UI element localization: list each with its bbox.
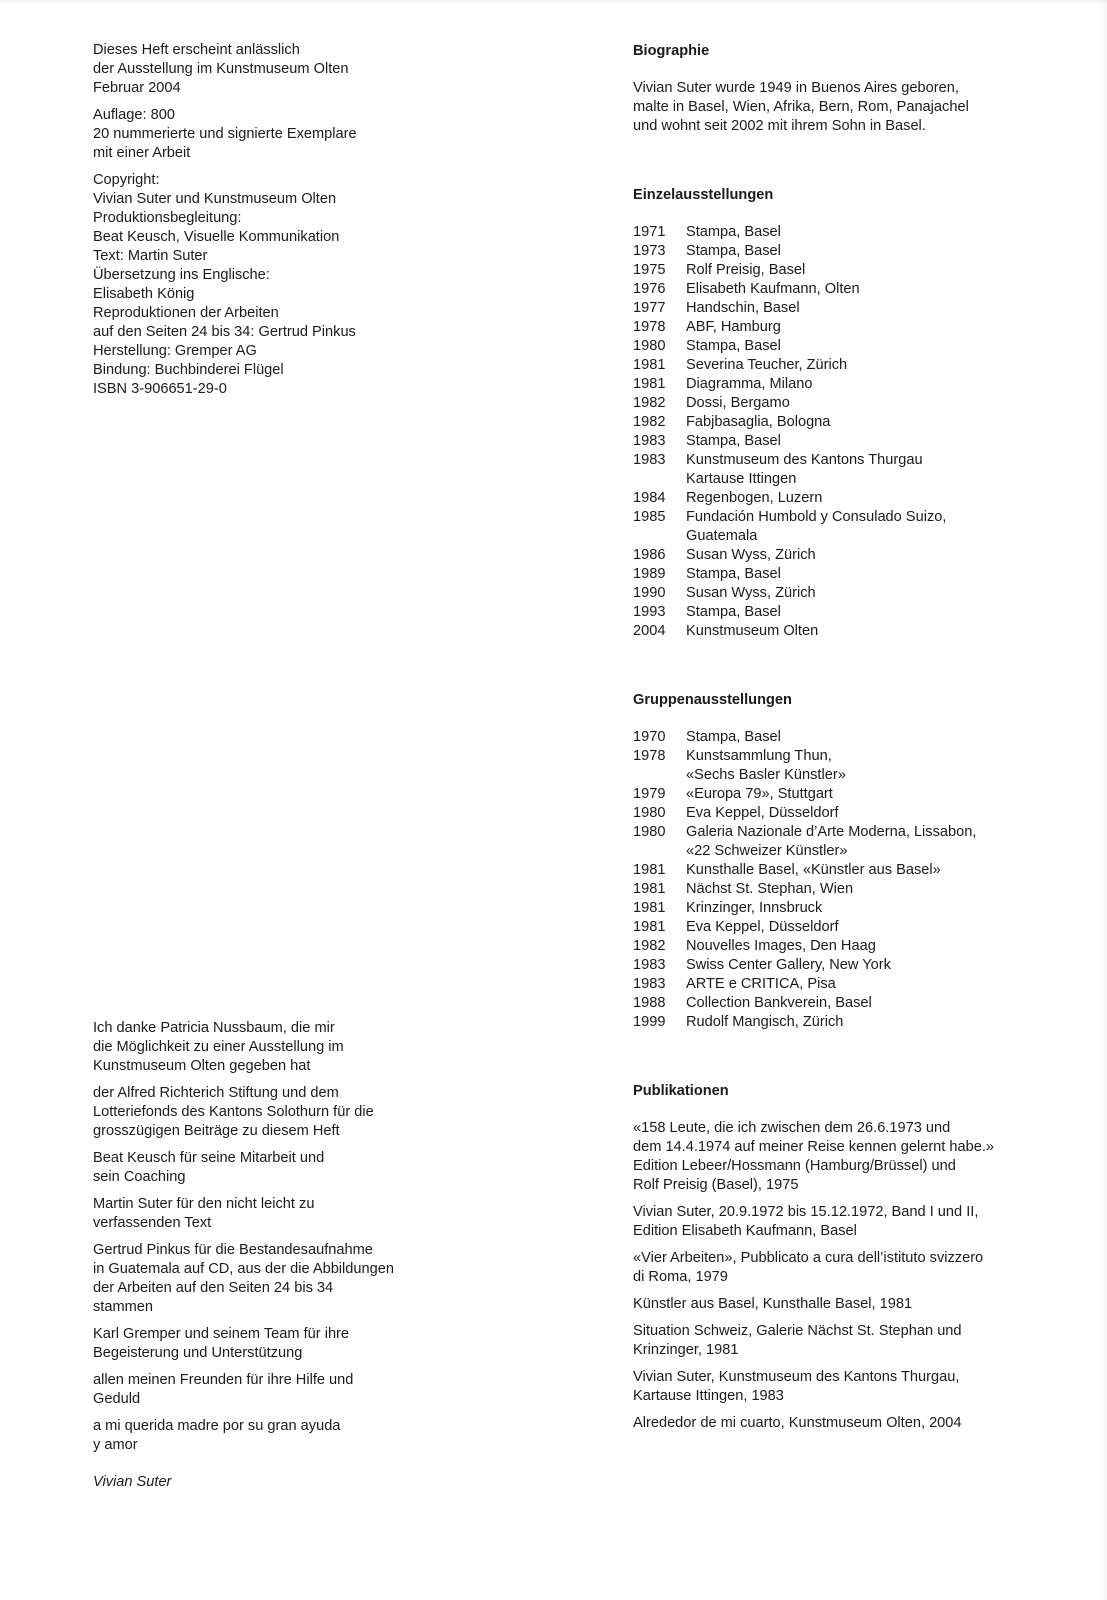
publication-line: Vivian Suter, 20.9.1972 bis 15.12.1972, Band I und II, <box>633 1204 979 1220</box>
exhibition-year: 1984 <box>633 490 666 506</box>
exhibition-year: 1993 <box>633 604 666 620</box>
colophon-line: Reproduktionen der Arbeiten <box>93 305 279 321</box>
exhibition-venue-line: ARTE e CRITICA, Pisa <box>686 976 836 992</box>
exhibition-row <box>633 432 1073 451</box>
colophon-line: Vivian Suter und Kunstmuseum Olten <box>93 191 337 207</box>
exhibition-venue-line: Kartause Ittingen <box>686 471 797 487</box>
colophon-line: der Ausstellung im Kunstmuseum Olten <box>93 61 349 77</box>
exhibition-venue-line: Galeria Nazionale d’Arte Moderna, Lissabon, <box>686 824 977 840</box>
thanks-line: grosszügigen Beiträge zu diesem Heft <box>93 1123 340 1139</box>
publication-line: Vivian Suter, Kunstmuseum des Kantons Thurgau, <box>633 1369 960 1385</box>
exhibition-venue <box>686 299 1073 318</box>
exhibition-venue <box>686 994 1073 1013</box>
exhibition-venue-line: «22 Schweizer Künstler» <box>686 843 848 859</box>
thanks-paragraph <box>93 1195 493 1233</box>
exhibition-year: 1980 <box>633 805 666 821</box>
colophon-line: Beat Keusch, Visuelle Kommunikation <box>93 229 340 245</box>
exhibition-venue <box>686 318 1073 337</box>
colophon-line: auf den Seiten 24 bis 34: Gertrud Pinkus <box>93 324 356 340</box>
exhibition-year: 1985 <box>633 509 666 525</box>
publication-entry <box>633 1368 1073 1406</box>
signature: Vivian Suter <box>93 1474 172 1490</box>
thanks-paragraph <box>93 1241 493 1317</box>
exhibition-venue <box>686 785 1073 804</box>
exhibition-row <box>633 823 1073 861</box>
publication-line: Rolf Preisig (Basel), 1975 <box>633 1177 799 1193</box>
thanks-paragraph <box>93 1417 493 1455</box>
exhibition-venue-line: Handschin, Basel <box>686 300 800 316</box>
gruppenausstellungen-list <box>633 728 1073 1032</box>
colophon-line: Dieses Heft erscheint anlässlich <box>93 42 300 58</box>
exhibition-venue-line: Fabjbasaglia, Bologna <box>686 414 831 430</box>
exhibition-row <box>633 1013 1073 1032</box>
thanks-line: in Guatemala auf CD, aus der die Abbildungen <box>93 1261 394 1277</box>
exhibition-year: 1981 <box>633 862 666 878</box>
exhibition-row <box>633 394 1073 413</box>
publication-entry <box>633 1249 1073 1287</box>
exhibition-venue <box>686 280 1073 299</box>
thanks-line: Karl Gremper und seinem Team für ihre <box>93 1326 350 1342</box>
exhibition-venue <box>686 242 1073 261</box>
exhibition-venue <box>686 261 1073 280</box>
biographie-text <box>633 79 1073 136</box>
exhibition-venue-line: Kunstsammlung Thun, <box>686 748 832 764</box>
exhibition-year: 1975 <box>633 262 666 278</box>
exhibition-venue-line: Susan Wyss, Zürich <box>686 585 816 601</box>
exhibition-year: 1979 <box>633 786 666 802</box>
exhibition-venue <box>686 861 1073 880</box>
colophon-line: Text: Martin Suter <box>93 248 208 264</box>
exhibition-venue-line: Stampa, Basel <box>686 566 781 582</box>
publication-line: dem 14.4.1974 auf meiner Reise kennen gelernt habe.» <box>633 1139 995 1155</box>
thanks-paragraph <box>93 1084 493 1141</box>
thanks-line: der Arbeiten auf den Seiten 24 bis 34 <box>93 1280 334 1296</box>
colophon-line: 20 nummerierte und signierte Exemplare <box>93 126 357 142</box>
exhibition-venue-line: Nächst St. Stephan, Wien <box>686 881 854 897</box>
exhibition-year: 1973 <box>633 243 666 259</box>
publication-line: Situation Schweiz, Galerie Nächst St. Stephan und <box>633 1323 962 1339</box>
exhibition-row <box>633 899 1073 918</box>
exhibition-venue <box>686 394 1073 413</box>
thanks-line: Gertrud Pinkus für die Bestandesaufnahme <box>93 1242 373 1258</box>
thanks-paragraph <box>93 1019 493 1076</box>
exhibition-row <box>633 994 1073 1013</box>
exhibition-venue-line: Collection Bankverein, Basel <box>686 995 872 1011</box>
thanks-line: Lotteriefonds des Kantons Solothurn für die <box>93 1104 374 1120</box>
thanks-line: Beat Keusch für seine Mitarbeit und <box>93 1150 325 1166</box>
publication-line: Künstler aus Basel, Kunsthalle Basel, 1981 <box>633 1296 913 1312</box>
exhibition-row <box>633 918 1073 937</box>
biographie-line: und wohnt seit 2002 mit ihrem Sohn in Basel. <box>633 118 926 134</box>
exhibition-year: 1983 <box>633 452 666 468</box>
exhibition-row <box>633 880 1073 899</box>
exhibition-year: 1976 <box>633 281 666 297</box>
exhibition-row <box>633 337 1073 356</box>
gruppenausstellungen-heading: Gruppenausstellungen <box>633 692 792 708</box>
publication-line: Edition Lebeer/Hossmann (Hamburg/Brüssel) und <box>633 1158 956 1174</box>
page-edge-shadow <box>1099 0 1107 1600</box>
einzelausstellungen-list <box>633 223 1073 641</box>
exhibition-venue <box>686 823 1073 861</box>
publication-entry <box>633 1295 1073 1314</box>
exhibition-venue-line: Eva Keppel, Düsseldorf <box>686 805 839 821</box>
exhibition-venue <box>686 223 1073 242</box>
exhibition-venue-line: Krinzinger, Innsbruck <box>686 900 823 916</box>
colophon-line: Februar 2004 <box>93 80 181 96</box>
exhibition-venue <box>686 1013 1073 1032</box>
exhibition-year: 1971 <box>633 224 666 240</box>
exhibition-row <box>633 280 1073 299</box>
exhibition-row <box>633 804 1073 823</box>
exhibition-venue <box>686 622 1073 641</box>
exhibition-year: 1982 <box>633 938 666 954</box>
exhibition-year: 1983 <box>633 433 666 449</box>
exhibition-venue <box>686 375 1073 394</box>
colophon-line: Übersetzung ins Englische: <box>93 267 270 283</box>
exhibition-row <box>633 261 1073 280</box>
colophon-line: Produktionsbegleitung: <box>93 210 242 226</box>
thanks-line: Geduld <box>93 1391 141 1407</box>
publication-line: di Roma, 1979 <box>633 1269 728 1285</box>
publication-entry <box>633 1119 1073 1195</box>
exhibition-venue-line: Regenbogen, Luzern <box>686 490 823 506</box>
acknowledgements <box>93 1019 493 1492</box>
colophon-line: Copyright: <box>93 172 160 188</box>
exhibition-venue <box>686 546 1073 565</box>
colophon-block <box>93 41 493 98</box>
publikationen-heading: Publikationen <box>633 1083 729 1099</box>
exhibition-row <box>633 242 1073 261</box>
exhibition-year: 1981 <box>633 900 666 916</box>
exhibition-venue <box>686 956 1073 975</box>
thanks-line: sein Coaching <box>93 1169 186 1185</box>
exhibition-row <box>633 546 1073 565</box>
thanks-paragraph <box>93 1371 493 1409</box>
exhibition-year: 1999 <box>633 1014 666 1030</box>
publication-line: Alrededor de mi cuarto, Kunstmuseum Olten, 2004 <box>633 1415 962 1431</box>
exhibition-row <box>633 584 1073 603</box>
thanks-line: y amor <box>93 1437 138 1453</box>
exhibition-year: 1982 <box>633 414 666 430</box>
thanks-paragraph <box>93 1325 493 1363</box>
thanks-line: stammen <box>93 1299 154 1315</box>
exhibition-venue <box>686 565 1073 584</box>
thanks-line: allen meinen Freunden für ihre Hilfe und <box>93 1372 354 1388</box>
exhibition-venue <box>686 356 1073 375</box>
thanks-line: Begeisterung und Unterstützung <box>93 1345 303 1361</box>
exhibition-venue <box>686 603 1073 622</box>
exhibition-year: 2004 <box>633 623 666 639</box>
colophon-block <box>93 106 493 163</box>
page-top-shadow <box>0 0 1107 4</box>
publication-line: Edition Elisabeth Kaufmann, Basel <box>633 1223 857 1239</box>
colophon-line: mit einer Arbeit <box>93 145 191 161</box>
exhibition-row <box>633 375 1073 394</box>
exhibition-venue-line: ABF, Hamburg <box>686 319 781 335</box>
colophon-line: Auflage: 800 <box>93 107 175 123</box>
thanks-line: Martin Suter für den nicht leicht zu <box>93 1196 315 1212</box>
exhibition-year: 1983 <box>633 957 666 973</box>
exhibition-year: 1981 <box>633 919 666 935</box>
exhibition-row <box>633 489 1073 508</box>
biographie-heading: Biographie <box>633 43 710 59</box>
exhibition-venue-line: Stampa, Basel <box>686 338 781 354</box>
exhibition-venue-line: Stampa, Basel <box>686 224 781 240</box>
publication-line: Krinzinger, 1981 <box>633 1342 739 1358</box>
exhibition-year: 1980 <box>633 338 666 354</box>
exhibition-year: 1988 <box>633 995 666 1011</box>
exhibition-row <box>633 975 1073 994</box>
exhibition-venue-line: Susan Wyss, Zürich <box>686 547 816 563</box>
thanks-line: Kunstmuseum Olten gegeben hat <box>93 1058 311 1074</box>
exhibition-year: 1981 <box>633 376 666 392</box>
exhibition-year: 1989 <box>633 566 666 582</box>
exhibition-venue <box>686 337 1073 356</box>
exhibition-venue <box>686 880 1073 899</box>
biographie-line: Vivian Suter wurde 1949 in Buenos Aires geboren, <box>633 80 959 96</box>
exhibition-venue <box>686 804 1073 823</box>
exhibition-row <box>633 728 1073 747</box>
thanks-line: der Alfred Richterich Stiftung und dem <box>93 1085 339 1101</box>
exhibition-row <box>633 937 1073 956</box>
right-column <box>633 42 1073 1441</box>
exhibition-row <box>633 747 1073 785</box>
exhibition-row <box>633 565 1073 584</box>
exhibition-row <box>633 785 1073 804</box>
colophon-line: ISBN 3-906651-29-0 <box>93 381 227 397</box>
exhibition-venue-line: Stampa, Basel <box>686 243 781 259</box>
exhibition-row <box>633 956 1073 975</box>
exhibition-venue-line: Stampa, Basel <box>686 729 781 745</box>
publication-line: Kartause Ittingen, 1983 <box>633 1388 784 1404</box>
exhibition-year: 1970 <box>633 729 666 745</box>
exhibition-venue <box>686 508 1073 546</box>
exhibition-venue <box>686 432 1073 451</box>
thanks-line: Ich danke Patricia Nussbaum, die mir <box>93 1020 335 1036</box>
colophon-line: Elisabeth König <box>93 286 195 302</box>
exhibition-venue <box>686 584 1073 603</box>
exhibition-year: 1980 <box>633 824 666 840</box>
exhibition-venue-line: Dossi, Bergamo <box>686 395 790 411</box>
exhibition-venue-line: Stampa, Basel <box>686 433 781 449</box>
exhibition-row <box>633 861 1073 880</box>
colophon-block <box>93 171 493 399</box>
exhibition-venue <box>686 975 1073 994</box>
publication-entry <box>633 1322 1073 1360</box>
publication-entry <box>633 1203 1073 1241</box>
exhibition-year: 1982 <box>633 395 666 411</box>
exhibition-venue-line: Severina Teucher, Zürich <box>686 357 848 373</box>
publication-entry <box>633 1414 1073 1433</box>
exhibition-row <box>633 318 1073 337</box>
thanks-line: a mi querida madre por su gran ayuda <box>93 1418 341 1434</box>
publikationen-list <box>633 1119 1073 1433</box>
exhibition-year: 1977 <box>633 300 666 316</box>
publication-line: «Vier Arbeiten», Pubblicato a cura dell’istituto svizzero <box>633 1250 984 1266</box>
exhibition-venue <box>686 899 1073 918</box>
colophon <box>93 41 493 407</box>
exhibition-row <box>633 223 1073 242</box>
exhibition-year: 1978 <box>633 748 666 764</box>
exhibition-year: 1990 <box>633 585 666 601</box>
thanks-paragraph <box>93 1149 493 1187</box>
thanks-line: verfassenden Text <box>93 1215 212 1231</box>
exhibition-venue-line: Nouvelles Images, Den Haag <box>686 938 876 954</box>
colophon-line: Bindung: Buchbinderei Flügel <box>93 362 284 378</box>
exhibition-venue <box>686 918 1073 937</box>
einzelausstellungen-heading: Einzelausstellungen <box>633 187 774 203</box>
exhibition-venue <box>686 413 1073 432</box>
exhibition-year: 1986 <box>633 547 666 563</box>
exhibition-row <box>633 356 1073 375</box>
colophon-line: Herstellung: Gremper AG <box>93 343 257 359</box>
exhibition-venue <box>686 728 1073 747</box>
biographie-line: malte in Basel, Wien, Afrika, Bern, Rom, Panajachel <box>633 99 969 115</box>
exhibition-venue-line: Guatemala <box>686 528 758 544</box>
exhibition-year: 1981 <box>633 881 666 897</box>
exhibition-row <box>633 413 1073 432</box>
exhibition-venue-line: «Europa 79», Stuttgart <box>686 786 833 802</box>
exhibition-venue-line: Eva Keppel, Düsseldorf <box>686 919 839 935</box>
exhibition-venue <box>686 937 1073 956</box>
exhibition-year: 1981 <box>633 357 666 373</box>
exhibition-venue <box>686 451 1073 489</box>
exhibition-venue-line: Rudolf Mangisch, Zürich <box>686 1014 844 1030</box>
exhibition-venue-line: «Sechs Basler Künstler» <box>686 767 846 783</box>
exhibition-year: 1983 <box>633 976 666 992</box>
exhibition-row <box>633 299 1073 318</box>
exhibition-venue-line: Diagramma, Milano <box>686 376 813 392</box>
exhibition-venue-line: Kunstmuseum Olten <box>686 623 819 639</box>
exhibition-venue-line: Swiss Center Gallery, New York <box>686 957 891 973</box>
exhibition-venue-line: Elisabeth Kaufmann, Olten <box>686 281 860 297</box>
exhibition-venue <box>686 489 1073 508</box>
exhibition-year: 1978 <box>633 319 666 335</box>
publication-line: «158 Leute, die ich zwischen dem 26.6.1973 und <box>633 1120 951 1136</box>
thanks-line: die Möglichkeit zu einer Ausstellung im <box>93 1039 344 1055</box>
exhibition-row <box>633 508 1073 546</box>
exhibition-venue <box>686 747 1073 785</box>
exhibition-venue-line: Stampa, Basel <box>686 604 781 620</box>
exhibition-row <box>633 451 1073 489</box>
exhibition-venue-line: Fundación Humbold y Consulado Suizo, <box>686 509 947 525</box>
exhibition-venue-line: Kunstmuseum des Kantons Thurgau <box>686 452 923 468</box>
exhibition-venue-line: Rolf Preisig, Basel <box>686 262 806 278</box>
exhibition-row <box>633 603 1073 622</box>
exhibition-row <box>633 622 1073 641</box>
exhibition-venue-line: Kunsthalle Basel, «Künstler aus Basel» <box>686 862 941 878</box>
